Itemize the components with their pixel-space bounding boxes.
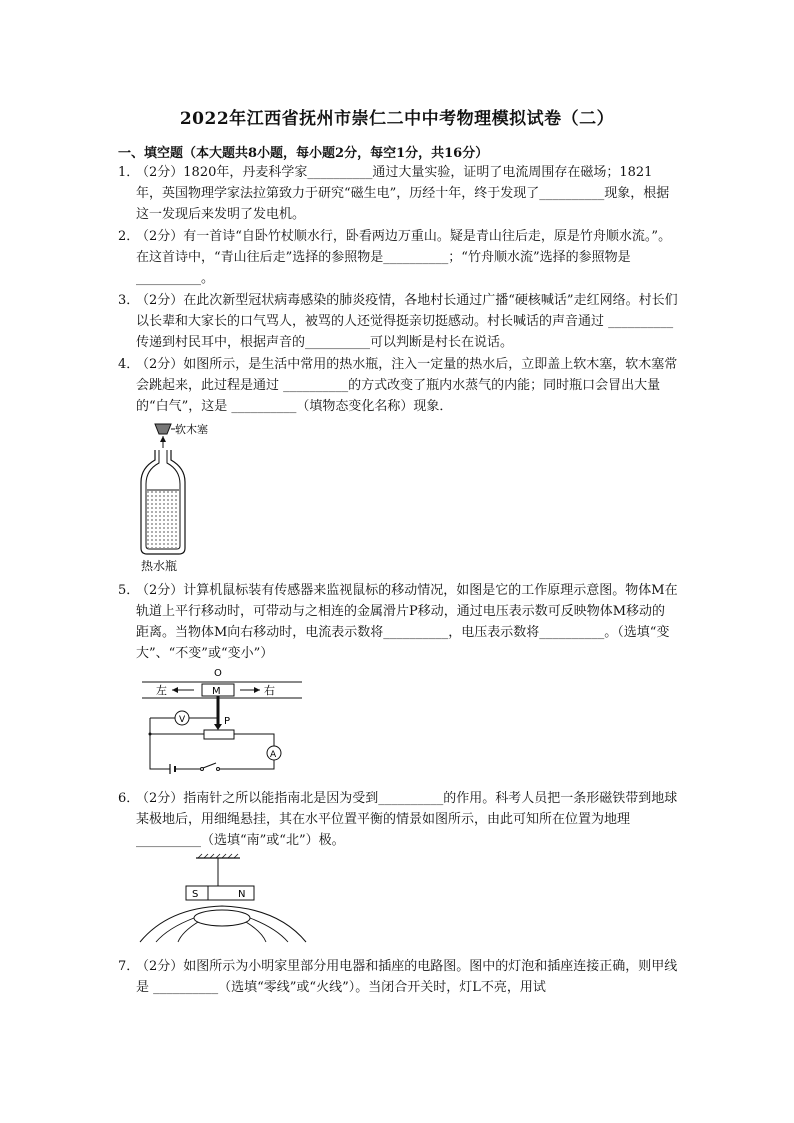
cork-icon bbox=[155, 424, 171, 434]
m-label: M bbox=[212, 686, 221, 697]
question-text: （2分）在此次新型冠状病毒感染的肺炎疫情，各地村长通过广播“硬核喊话”走红网络。村长们以长辈和大家长的口气骂人，被骂的人还觉得挺亲切挺感动。村长喊话的声音通过 __________传递到村民耳中，根据声音的__________可以判断是村长在说话。 bbox=[136, 293, 678, 350]
question-5 bbox=[118, 580, 678, 664]
question-4 bbox=[118, 354, 678, 417]
n-pole-label: N bbox=[238, 889, 246, 900]
question-text: （2分）如图所示，是生活中常用的热水瓶，注入一定量的热水后，立即盖上软木塞，软木塞常会跳起来，此过程是通过 __________的方式改变了瓶内水蒸气的内能；同时瓶口会冒出大量的“白气”，这是 __________（填物态变化名称）现象． bbox=[136, 357, 678, 414]
section-heading: 一、填空题（本大题共8小题，每小题2分，每空1分，共16分） bbox=[118, 146, 489, 161]
question-number: 3． bbox=[118, 293, 140, 308]
switch bbox=[203, 763, 216, 768]
question-text: （2分）指南针之所以能指南北是因为受到__________的作用。科考人员把一条形磁铁带到地球某极地后，用细绳悬挂，其在水平位置平衡的情景如图所示，由此可知所在位置为地理__________（选填“南”或“北”）极。 bbox=[136, 791, 678, 848]
s-pole-label: S bbox=[192, 889, 199, 900]
o-label: O bbox=[214, 668, 222, 679]
thermos-figure bbox=[135, 418, 255, 582]
question-text: （2分）有一首诗“自卧竹杖顺水行，卧看两边万重山。疑是青山往后走，原是竹舟顺水流。”。在这首诗中，“青山往后走”选择的参照物是__________；“竹舟顺水流”选择的参照物是__________。 bbox=[136, 229, 672, 286]
question-number: 7． bbox=[118, 959, 140, 974]
question-7 bbox=[118, 956, 678, 998]
question-text: （2分）如图所示为小明家里部分用电器和插座的电路图。图中的灯泡和插座连接正确，则甲线是 __________（选填“零线”或“火线”）。当闭合开关时，灯L不亮，用试 bbox=[136, 959, 678, 995]
question-number: 5． bbox=[118, 583, 140, 598]
v-label: V bbox=[179, 715, 186, 725]
resistor bbox=[204, 730, 234, 739]
question-number: 1． bbox=[118, 165, 140, 180]
question-1 bbox=[118, 162, 678, 225]
question-2 bbox=[118, 226, 678, 289]
left-label: 左 bbox=[156, 684, 167, 697]
magnet-figure bbox=[138, 852, 308, 948]
right-label: 右 bbox=[264, 684, 275, 697]
question-number: 2． bbox=[118, 229, 140, 244]
earth-surface bbox=[140, 906, 306, 942]
question-text: （2分）1820年，丹麦科学家__________通过大量实验，证明了电流周围存在磁场；1821年，英国物理学家法拉第致力于研究“磁生电”，历经十年，终于发现了__________现象，根据这一发现后来发明了发电机。 bbox=[136, 165, 670, 222]
thermos-label: 热水瓶 bbox=[141, 559, 178, 573]
a-label: A bbox=[270, 750, 277, 760]
sensor-circuit-figure bbox=[142, 664, 302, 784]
question-number: 4． bbox=[118, 357, 140, 372]
cork-label: 软木塞 bbox=[175, 423, 208, 436]
exam-title: 2022年江西省抚州市崇仁二中中考物理模拟试卷（二） bbox=[179, 109, 615, 129]
question-3 bbox=[118, 290, 678, 353]
question-6 bbox=[118, 788, 678, 851]
p-label: P bbox=[224, 716, 231, 727]
question-number: 6． bbox=[118, 791, 140, 806]
question-text: （2分）计算机鼠标装有传感器来监视鼠标的移动情况，如图是它的工作原理示意图。物体M在轨道上平行移动时，可带动与之相连的金属滑片P移动，通过电压表示数可反映物体M移动的距离。当物体M向右移动时，电流表示数将__________，电压表示数将__________。（选填“变大”、“不变”或“变小”） bbox=[136, 583, 678, 661]
